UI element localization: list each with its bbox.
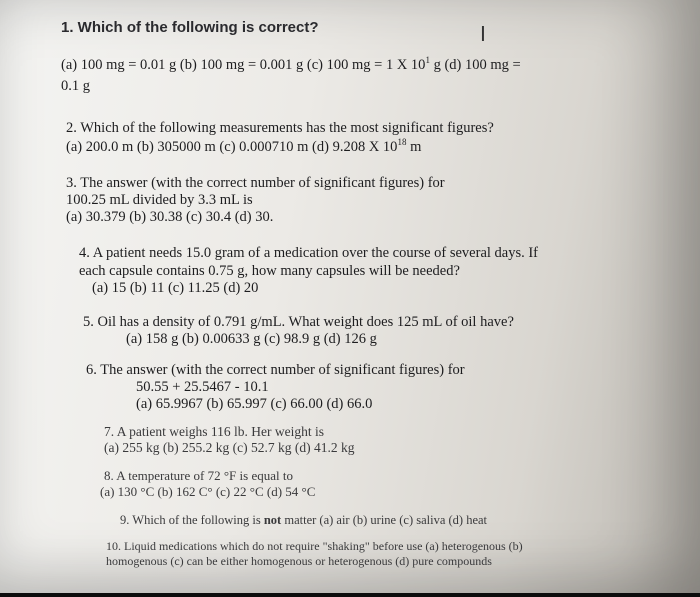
question-8-text: 8. A temperature of 72 °F is equal to: [104, 468, 293, 483]
question-6-text: 6. The answer (with the correct number of significant figures) for: [86, 362, 465, 378]
question-8-options: (a) 130 °C (b) 162 C° (c) 22 °C (d) 54 °C: [100, 484, 316, 499]
question-7-options: (a) 255 kg (b) 255.2 kg (c) 52.7 kg (d) 41.2 kg: [104, 440, 355, 455]
q2-exponent: 18: [397, 137, 407, 148]
question-1-option-d-value: 0.1 g: [61, 78, 90, 94]
q2-options-text: (a) 200.0 m (b) 305000 m (c) 0.000710 m (d) 9.208 X 10: [66, 139, 398, 155]
q1-options-tail: g (d) 100 mg =: [429, 57, 521, 73]
q9-suffix: matter (a) air (b) urine (c) saliva (d) heat: [281, 513, 488, 527]
question-9-text: [120, 513, 487, 528]
question-3-text-2: 100.25 mL divided by 3.3 mL is: [66, 192, 253, 208]
question-6-expression: 50.55 + 25.5467 - 10.1: [136, 379, 269, 395]
q1-exponent: 1: [425, 55, 430, 66]
question-1-options: [61, 57, 521, 74]
question-4-text-2: each capsule contains 0.75 g, how many capsules will be needed?: [79, 263, 460, 279]
q1-options-text: (a) 100 mg = 0.01 g (b) 100 mg = 0.001 g (c) 100 mg = 1 X 10: [61, 57, 426, 73]
question-2-options: [66, 139, 421, 156]
q9-emphasis: not: [263, 513, 282, 527]
q2-options-tail: m: [406, 139, 422, 155]
question-4-options: (a) 15 (b) 11 (c) 11.25 (d) 20: [92, 280, 259, 296]
question-5-text: 5. Oil has a density of 0.791 g/mL. What weight does 125 mL of oil have?: [83, 314, 514, 330]
question-2-text: 2. Which of the following measurements has the most significant figures?: [66, 120, 494, 136]
question-7-text: 7. A patient weighs 116 lb. Her weight is: [104, 424, 324, 439]
q9-prefix: 9. Which of the following is: [120, 513, 264, 527]
question-3-text: 3. The answer (with the correct number of significant figures) for: [66, 175, 445, 191]
question-5-options: (a) 158 g (b) 0.00633 g (c) 98.9 g (d) 126 g: [126, 331, 377, 347]
photo-bottom-edge: [0, 593, 700, 597]
question-4-text: 4. A patient needs 15.0 gram of a medication over the course of several days. If: [79, 245, 539, 261]
question-6-options: (a) 65.9967 (b) 65.997 (c) 66.00 (d) 66.0: [136, 396, 373, 412]
text-cursor-icon: I: [480, 22, 486, 46]
question-1-title: 1. Which of the following is correct?: [61, 19, 319, 36]
question-3-options: (a) 30.379 (b) 30.38 (c) 30.4 (d) 30.: [66, 209, 274, 225]
question-10-text: 10. Liquid medications which do not require "shaking" before use (a) heterogenous (b): [106, 539, 523, 553]
question-10-text-2: homogenous (c) can be either homogenous or heterogenous (d) pure compounds: [106, 554, 492, 568]
